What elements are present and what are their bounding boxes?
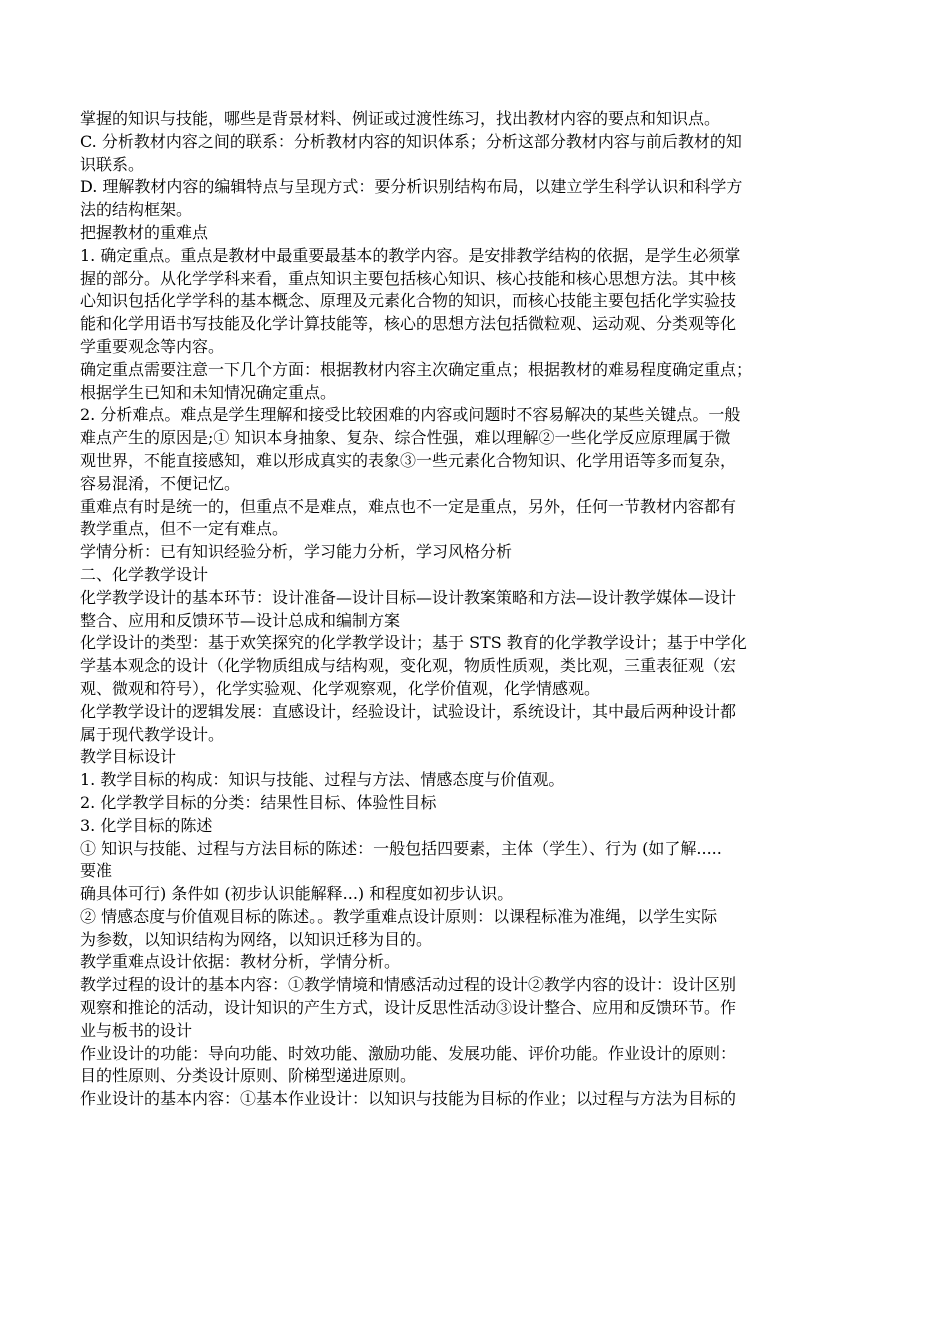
- text-line: 化学教学设计的逻辑发展：直感设计，经验设计，试验设计，系统设计，其中最后两种设计都: [80, 701, 737, 721]
- text-line: 容易混淆，不便记忆。: [80, 473, 241, 493]
- text-line: 观、微观和符号），化学实验观、化学观察观，化学价值观，化学情感观。: [80, 678, 601, 698]
- text-line: 法的结构框架。: [80, 200, 193, 220]
- text-line: 观世界，不能直接感知，难以形成真实的表象③一些元素化合物知识、化学用语等多而复杂，: [80, 450, 737, 470]
- text-line: 3. 化学目标的陈述: [80, 815, 213, 835]
- text-line: ① 知识与技能、过程与方法目标的陈述：一般包括四要素，主体（学生）、行为 (如了解.....: [80, 838, 722, 858]
- text-line: 目的性原则、分类设计原则、阶梯型递进原则。: [80, 1066, 417, 1086]
- text-line: D. 理解教材内容的编辑特点与呈现方式：要分析识别结构布局，以建立学生科学认识和科学方: [80, 177, 743, 197]
- text-line: 能和化学用语书写技能及化学计算技能等，核心的思想方法包括微粒观、运动观、分类观等化: [80, 314, 737, 334]
- text-line: 重难点有时是统一的，但重点不是难点，难点也不一定是重点，另外，任何一节教材内容都有: [80, 496, 737, 516]
- text-line: 识联系。: [80, 154, 145, 174]
- section-heading: 二、化学教学设计: [80, 564, 209, 584]
- text-line: 学基本观念的设计（化学物质组成与结构观，变化观，物质性质观，类比观，三重表征观（宏: [80, 656, 737, 676]
- text-line: 根据学生已知和未知情况确定重点。: [80, 382, 337, 402]
- text-line: 观察和推论的活动，设计知识的产生方式，设计反思性活动③设计整合、应用和反馈环节。作: [80, 998, 737, 1018]
- text-line: C. 分析教材内容之间的联系：分析教材内容的知识体系；分析这部分教材内容与前后教材的知: [80, 131, 742, 151]
- text-line: 教学重点，但不一定有难点。: [80, 519, 289, 539]
- text-line: 化学教学设计的基本环节：设计准备—设计目标—设计教案策略和方法—设计教学媒体—设计: [80, 587, 737, 607]
- text-line: 学情分析：已有知识经验分析，学习能力分析，学习风格分析: [80, 542, 513, 562]
- text-line: 1. 教学目标的构成：知识与技能、过程与方法、情感态度与价值观。: [80, 770, 565, 790]
- section-heading: 把握教材的重难点: [80, 222, 209, 242]
- text-line: 握的部分。从化学学科来看，重点知识主要包括核心知识、核心技能和核心思想方法。其中核: [80, 268, 737, 288]
- text-line: 要准: [80, 861, 113, 881]
- text-line: 整合、应用和反馈环节—设计总成和编制方案: [80, 610, 401, 630]
- text-line: ② 情感态度与价值观目标的陈述。。教学重难点设计原则：以课程标准为准绳，以学生实际: [80, 906, 718, 926]
- text-line: 确定重点需要注意一下几个方面：根据教材内容主次确定重点；根据教材的难易程度确定重点；: [80, 359, 753, 379]
- text-line: 教学重难点设计依据：教材分析，学情分析。: [80, 952, 401, 972]
- text-line: 为参数，以知识结构为网络，以知识迁移为目的。: [80, 929, 433, 949]
- document-body: [80, 108, 880, 1111]
- text-line: 心知识包括化学学科的基本概念、原理及元素化合物的知识，而核心技能主要包括化学实验技: [80, 291, 737, 311]
- text-line: 2. 化学教学目标的分类：结果性目标、体验性目标: [80, 792, 437, 812]
- text-line: 业与板书的设计: [80, 1020, 193, 1040]
- text-line: 属于现代教学设计。: [80, 724, 225, 744]
- text-line: 难点产生的原因是;① 知识本身抽象、复杂、综合性强，难以理解②一些化学反应原理属于微: [80, 428, 731, 448]
- section-heading: 教学目标设计: [80, 747, 177, 767]
- text-line: 确具体可行) 条件如 (初步认识能解释...) 和程度如初步认识。: [80, 884, 514, 904]
- text-line: 2. 分析难点。难点是学生理解和接受比较困难的内容或问题时不容易解决的某些关键点。一般: [80, 405, 741, 425]
- text-line: 化学设计的类型：基于欢笑探究的化学教学设计；基于 STS 教育的化学教学设计；基于中学化: [80, 633, 747, 653]
- text-line: 掌握的知识与技能，哪些是背景材料、例证或过渡性练习，找出教材内容的要点和知识点。: [80, 109, 721, 128]
- text-line: 1. 确定重点。重点是教材中最重要最基本的教学内容。是安排教学结构的依据，是学生必须掌: [80, 245, 741, 265]
- text-line: 作业设计的基本内容：①基本作业设计：以知识与技能为目标的作业；以过程与方法为目标的: [80, 1089, 737, 1109]
- text-line: 作业设计的功能：导向功能、时效功能、激励功能、发展功能、评价功能。作业设计的原则：: [80, 1043, 737, 1063]
- text-line: 学重要观念等内容。: [80, 336, 225, 356]
- text-line: 教学过程的设计的基本内容：①教学情境和情感活动过程的设计②教学内容的设计：设计区别: [80, 975, 737, 995]
